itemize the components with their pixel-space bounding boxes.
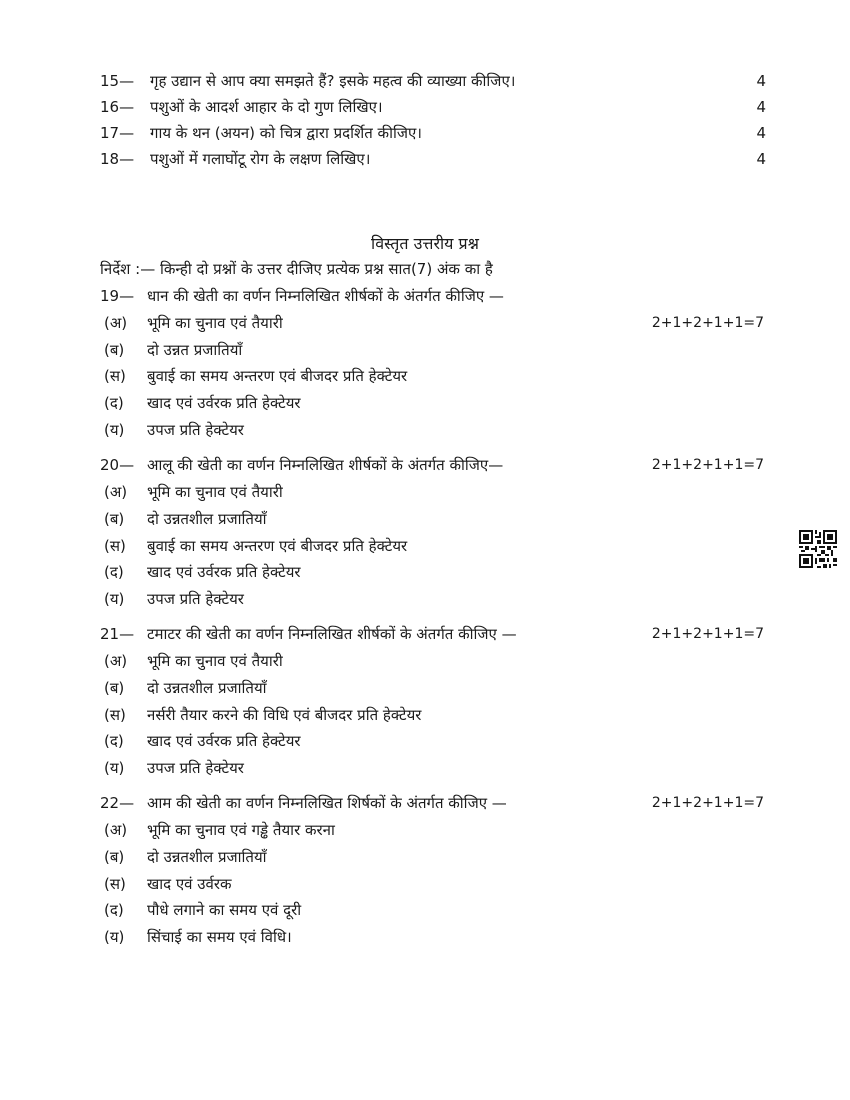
question-marks: 4: [756, 124, 766, 142]
question-text: पशुओं में गलाघोंटू रोग के लक्षण लिखिए।: [150, 150, 371, 168]
sub-part-label: (द): [104, 901, 124, 919]
question-marks: 4: [756, 150, 766, 168]
sub-part-text: दो उन्नतशील प्रजातियाँ: [147, 510, 267, 528]
sub-part-label: (अ): [104, 483, 128, 501]
question-18: [0, 148, 850, 170]
sub-part-text: पौधे लगाने का समय एवं दूरी: [147, 901, 302, 919]
sub-part-label: (य): [104, 928, 125, 946]
question-number: 17—: [100, 124, 135, 142]
sub-part-label: (द): [104, 563, 124, 581]
question-text: टमाटर की खेती का वर्णन निम्नलिखित शीर्षकों के अंतर्गत कीजिए —: [147, 625, 517, 643]
sub-part-text: खाद एवं उर्वरक: [147, 875, 232, 893]
question-16: [0, 96, 850, 118]
sub-part-text: खाद एवं उर्वरक प्रति हेक्टेयर: [147, 732, 301, 750]
sub-part-text: दो उन्नत प्रजातियाँ: [147, 341, 243, 359]
sub-part-label: (स): [104, 537, 126, 555]
question-number: 21—: [100, 625, 135, 643]
question-number: 15—: [100, 72, 135, 90]
sub-part-label: (द): [104, 394, 124, 412]
question-19: [0, 285, 850, 307]
sub-part-text: भूमि का चुनाव एवं गड्ढे तैयार करना: [147, 821, 335, 839]
question-marks: 4: [756, 98, 766, 116]
sub-part-label: (य): [104, 421, 125, 439]
sub-part-text: खाद एवं उर्वरक प्रति हेक्टेयर: [147, 563, 301, 581]
question-20: [0, 454, 850, 476]
question-marks: 2+1+2+1+1=7: [651, 795, 764, 811]
qr-code-icon: [799, 530, 837, 568]
sub-part-label: (ब): [104, 848, 125, 866]
sub-part-label: (अ): [104, 314, 128, 332]
sub-part-text: भूमि का चुनाव एवं तैयारी: [147, 314, 283, 332]
question-marks: 2+1+2+1+1=7: [651, 315, 764, 331]
sub-part-text: खाद एवं उर्वरक प्रति हेक्टेयर: [147, 394, 301, 412]
sub-part-label: (स): [104, 706, 126, 724]
question-text: पशुओं के आदर्श आहार के दो गुण लिखिए।: [150, 98, 383, 116]
sub-part-text: नर्सरी तैयार करने की विधि एवं बीजदर प्रति हेक्टेयर: [147, 706, 422, 724]
sub-part-label: (ब): [104, 679, 125, 697]
sub-part-text: भूमि का चुनाव एवं तैयारी: [147, 652, 283, 670]
question-text: गृह उद्यान से आप क्या समझते हैं? इसके महत्व की व्याख्या कीजिए।: [150, 72, 516, 90]
question-number: 16—: [100, 98, 135, 116]
sub-part-label: (अ): [104, 821, 128, 839]
sub-part: [0, 312, 850, 334]
question-15: [0, 70, 850, 92]
sub-part-text: सिंचाई का समय एवं विधि।: [147, 928, 292, 946]
sub-part-text: भूमि का चुनाव एवं तैयारी: [147, 483, 283, 501]
sub-part-text: दो उन्नतशील प्रजातियाँ: [147, 848, 267, 866]
question-number: 18—: [100, 150, 135, 168]
sub-part-label: (य): [104, 759, 125, 777]
sub-part-label: (द): [104, 732, 124, 750]
sub-part-text: बुवाई का समय अन्तरण एवं बीजदर प्रति हेक्टेयर: [147, 367, 408, 385]
section-title: विस्तृत उत्तरीय प्रश्न: [371, 234, 479, 253]
sub-part-text: उपज प्रति हेक्टेयर: [147, 590, 244, 608]
question-marks: 4: [756, 72, 766, 90]
question-text: आलू की खेती का वर्णन निम्नलिखित शीर्षकों के अंतर्गत कीजिए—: [147, 456, 504, 474]
sub-part-text: उपज प्रति हेक्टेयर: [147, 759, 244, 777]
question-number: 22—: [100, 794, 135, 812]
question-marks: 2+1+2+1+1=7: [651, 626, 764, 642]
question-text: धान की खेती का वर्णन निम्नलिखित शीर्षकों के अंतर्गत कीजिए —: [147, 287, 504, 305]
sub-part-label: (स): [104, 875, 126, 893]
instruction: निर्देश :— किन्ही दो प्रश्नों के उत्तर दीजिए प्रत्येक प्रश्न सात(7) अंक का है: [100, 260, 493, 278]
sub-part-label: (अ): [104, 652, 128, 670]
question-text: गाय के थन (अयन) को चित्र द्वारा प्रदर्शित कीजिए।: [150, 124, 422, 142]
sub-part-label: (ब): [104, 341, 125, 359]
question-text: आम की खेती का वर्णन निम्नलिखित शिर्षकों के अंतर्गत कीजिए —: [147, 794, 507, 812]
question-number: 20—: [100, 456, 135, 474]
sub-part-text: उपज प्रति हेक्टेयर: [147, 421, 244, 439]
sub-part-text: दो उन्नतशील प्रजातियाँ: [147, 679, 267, 697]
question-22: [0, 792, 850, 814]
sub-part-label: (य): [104, 590, 125, 608]
sub-part-text: बुवाई का समय अन्तरण एवं बीजदर प्रति हेक्टेयर: [147, 537, 408, 555]
question-17: [0, 122, 850, 144]
sub-part-label: (स): [104, 367, 126, 385]
question-marks: 2+1+2+1+1=7: [651, 457, 764, 473]
question-21: [0, 623, 850, 645]
sub-part-label: (ब): [104, 510, 125, 528]
question-number: 19—: [100, 287, 135, 305]
